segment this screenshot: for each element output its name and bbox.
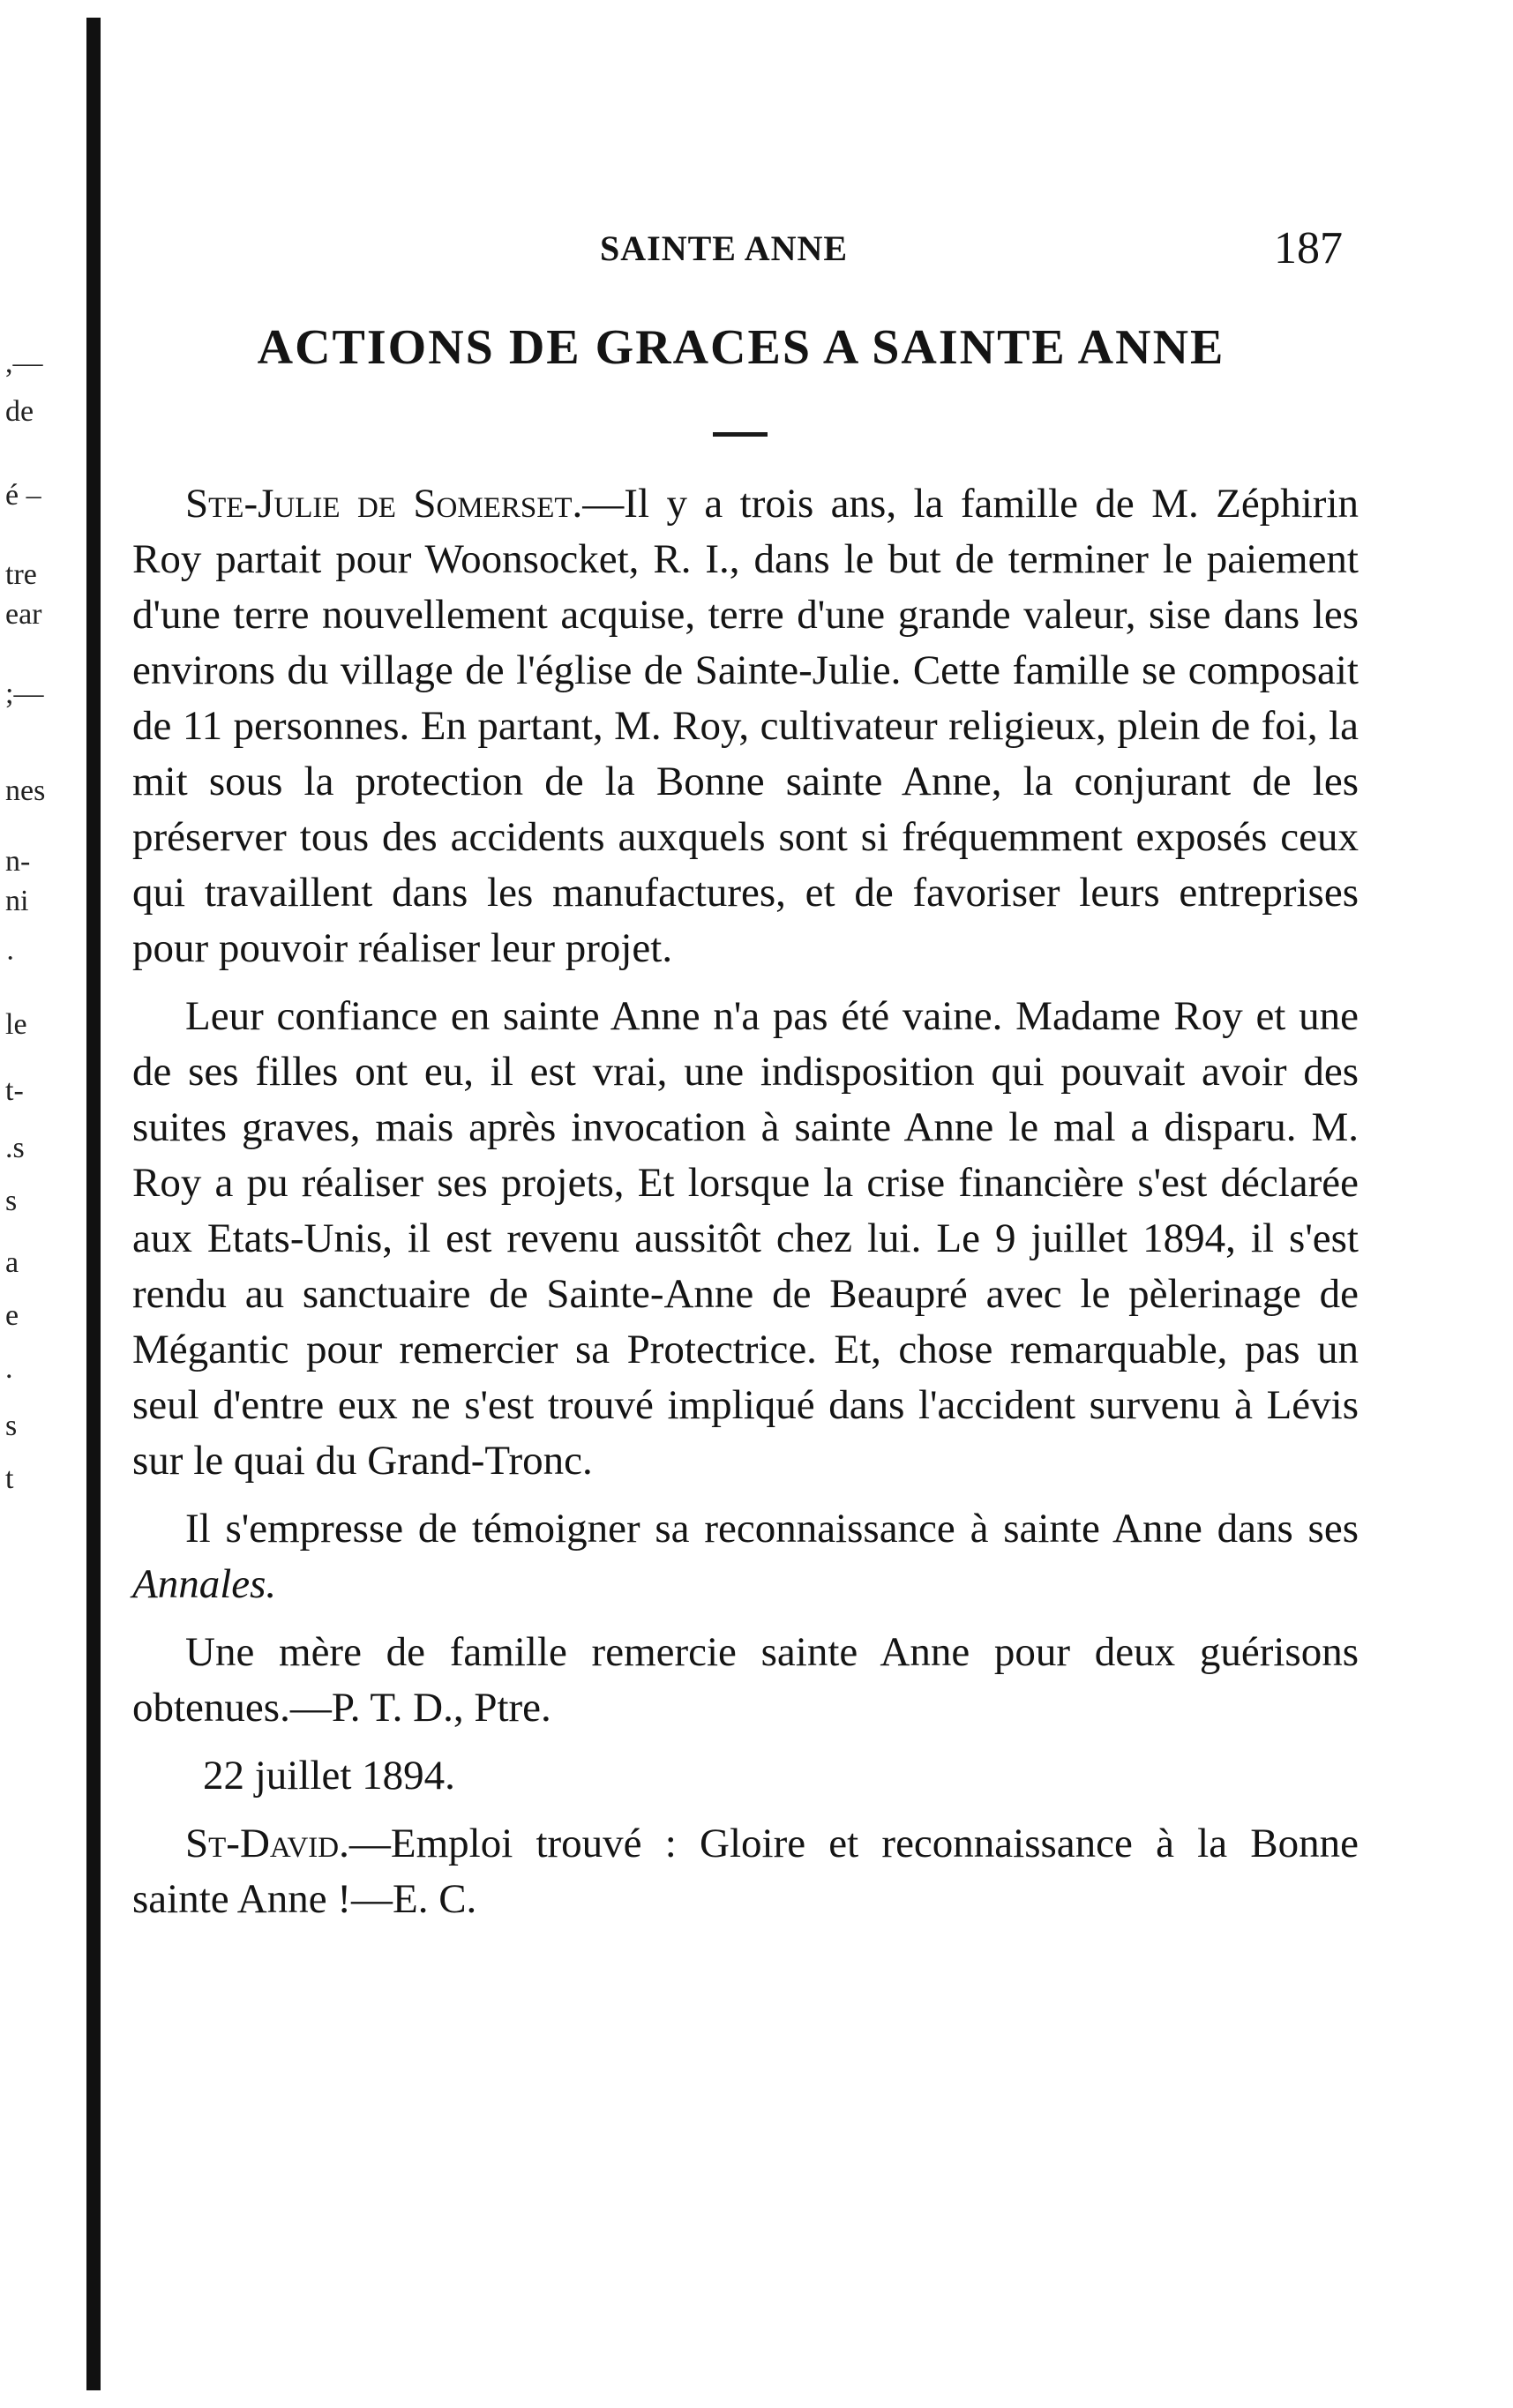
place-heading: Ste-Julie de Somerset. bbox=[185, 481, 583, 527]
paragraph-mere-de-famille: Une mère de famille remercie sainte Anne pour deux guérisons obtenues.—P. T. D., Ptre. bbox=[132, 1629, 1359, 1731]
margin-fragment: tre bbox=[5, 558, 37, 591]
page-number: 187 bbox=[1274, 223, 1343, 273]
page-header bbox=[132, 222, 1350, 275]
margin-fragment: ear bbox=[5, 598, 42, 631]
paragraph-reconnaissance bbox=[132, 1501, 1359, 1612]
margin-fragment: le bbox=[5, 1008, 27, 1041]
place-heading: St-David. bbox=[185, 1821, 349, 1866]
paragraph-text: —Il y a trois ans, la famille de M. Zéphirin Roy partait pour Woonsocket, R. I., dans le but de terminer le paiement d'une terre nouvellement acquise, terre d'une grande valeur, sise dans les environs du village de l'église de Sainte-Julie. Cette famille se composait de 11 personnes. En partant, M. Roy, cultivateur religieux, plein de foi, la mit sous la protection de la Bonne sainte Anne, la conjurant de les préserver tous des accidents auxquels sont si fréquemment exposés ceux qui travaillent dans les manufactures, et de favoriser leurs entreprises pour pouvoir réaliser leur projet. bbox=[132, 481, 1359, 971]
paragraph-confiance: Leur confiance en sainte Anne n'a pas été vaine. Madame Roy et une de ses filles ont eu, il est vrai, une indisposition qui pouvait avoir des suites graves, mais après invocation à sainte Anne le mal a disparu. M. Roy a pu réaliser ses projets, Et lorsque la crise financière s'est déclarée aux Etats-Unis, il est revenu aussitôt chez lui. Le 9 juillet 1894, il s'est rendu au sanctuaire de Sainte-Anne de Beaupré avec le pèlerinage de Mégantic pour remercier sa Protectrice. Et, chose remarquable, pas un seul d'entre eux ne s'est trouvé impliqué dans l'accident survenu à Lévis sur le quai du Grand-Tronc. bbox=[132, 993, 1359, 1484]
article-body bbox=[132, 476, 1359, 1940]
margin-fragment: n- bbox=[5, 845, 31, 878]
paragraph-ste-julie bbox=[132, 476, 1359, 976]
date-line: 22 juillet 1894. bbox=[203, 1753, 455, 1799]
paragraph-text: —Emploi trouvé : Gloire et reconnaissance à la Bonne sainte Anne !—E. C. bbox=[132, 1821, 1359, 1922]
margin-fragment: é – bbox=[5, 479, 41, 512]
binding-edge bbox=[86, 18, 101, 2390]
title-rule bbox=[713, 432, 768, 437]
margin-fragment: ,— bbox=[5, 347, 43, 379]
margin-fragment: ni bbox=[5, 885, 29, 917]
margin-fragment: s bbox=[5, 1410, 18, 1442]
margin-fragment: e bbox=[5, 1299, 19, 1332]
margin-fragment: .s bbox=[5, 1132, 25, 1164]
running-head: SAINTE ANNE bbox=[600, 228, 849, 268]
margin-fragment: de bbox=[5, 395, 34, 428]
article-title: ACTIONS DE GRACES A SAINTE ANNE bbox=[257, 320, 1225, 375]
margin-fragment: a bbox=[5, 1246, 19, 1279]
paragraph-st-david bbox=[132, 1816, 1359, 1927]
margin-fragment: . bbox=[5, 1352, 13, 1385]
margin-fragment: ;— bbox=[5, 677, 44, 710]
annales-title: Annales. bbox=[132, 1561, 277, 1607]
margin-fragment: s bbox=[5, 1185, 18, 1217]
margin-fragment: · bbox=[5, 942, 16, 975]
margin-fragment: nes bbox=[5, 774, 46, 807]
paragraph-text: Il s'empresse de témoigner sa reconnaissance à sainte Anne dans ses bbox=[185, 1506, 1359, 1552]
margin-fragment: t bbox=[5, 1462, 14, 1495]
margin-fragment: t- bbox=[5, 1074, 24, 1107]
